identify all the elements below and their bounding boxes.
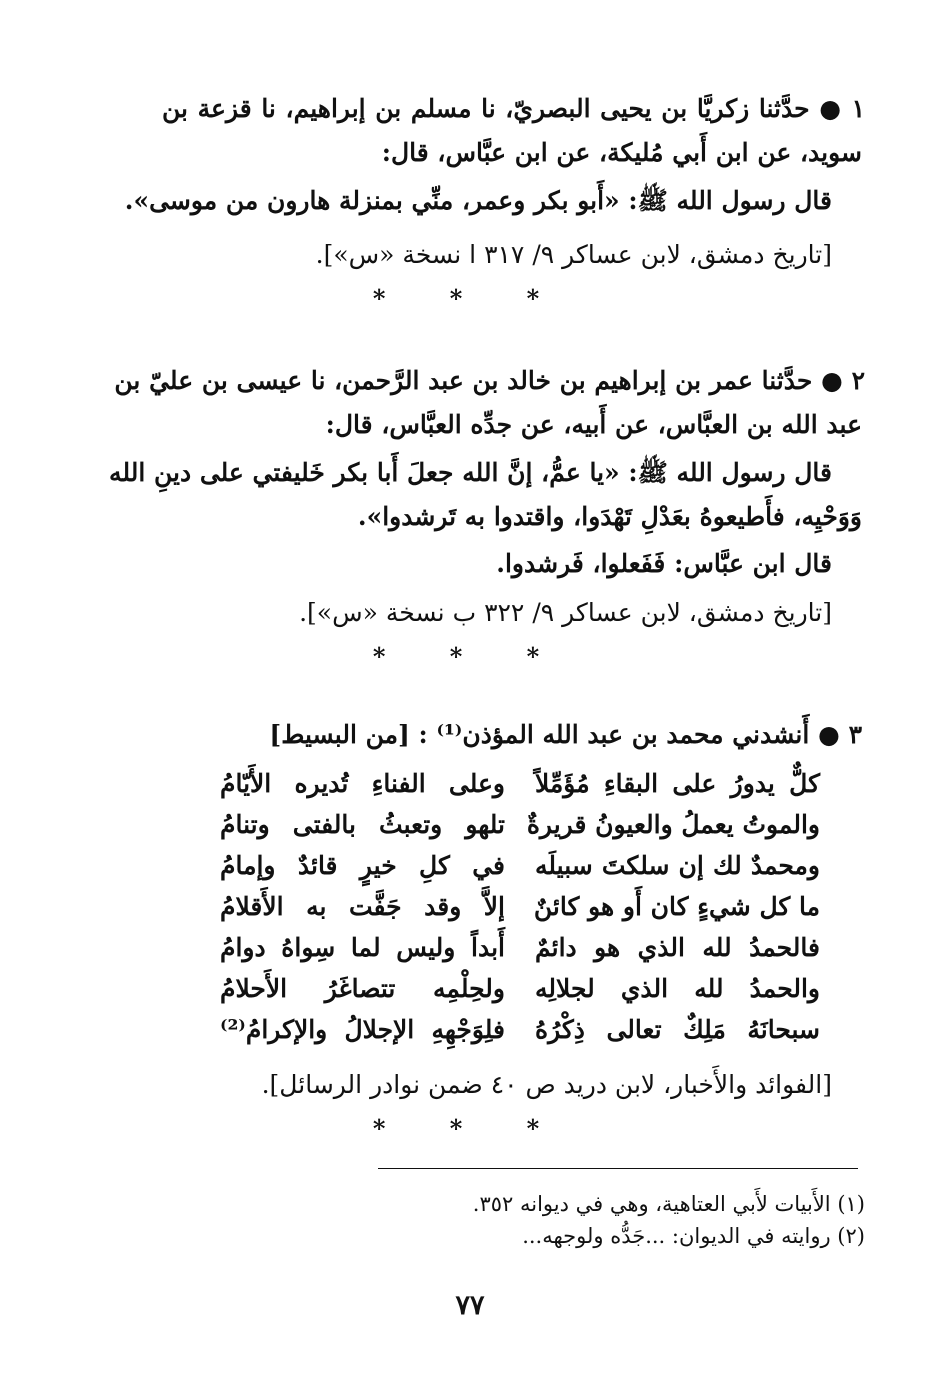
entry1-isnad-line1: ١ ● حدَّثنا زكريَّا بن يحيى البصريّ، نا مسلم بن إبراهيم، نا قزعة بن — [162, 94, 866, 123]
poem-verse — [220, 805, 820, 845]
verse-second-hemistich: إلاَّ وقد جَفَّت به الأَقلامُ — [220, 892, 505, 921]
poem-verse — [220, 846, 820, 886]
section-separator-2: * * * — [372, 642, 568, 671]
poem-verse — [220, 764, 820, 804]
entry2-isnad-line2: عبد الله بن العبَّاس، عن أَبيه، عن جدِّه العبَّاس، قال: — [325, 410, 862, 439]
verse-first-hemistich: فالحمدُ لله الذي هو دائمٌ — [535, 933, 820, 962]
verse-first-hemistich: كلٌّ يدورُ على البقاءِ مُؤَمِّلاً — [535, 769, 820, 798]
page-number: ٧٧ — [455, 1290, 485, 1321]
entry2-ibn-abbas-remark: قال ابن عبَّاس: فَفَعلوا، فَرشدوا. — [496, 549, 832, 578]
section-separator-3: * * * — [372, 1114, 568, 1143]
section-separator-1: * * * — [372, 284, 568, 313]
poem-verse — [220, 1010, 820, 1050]
verse-second-hemistich: وعلى الفناءِ تُديره الأَيّامُ — [220, 769, 505, 798]
entry2-isnad-line1: ٢ ● حدَّثنا عمر بن إبراهيم بن خالد بن عبد الرَّحمن، نا عيسى بن عليّ بن — [114, 366, 865, 395]
footnote-divider — [378, 1168, 858, 1169]
entry2-source-citation: [تاريخ دمشق، لابن عساكر ٩/ ٣٢٢ ب نسخة «س»]. — [299, 598, 832, 627]
entry2-hadith-line1: قال رسول الله ﷺ: «يا عمُّ، إنَّ الله جعلَ أَبا بكر خَليفتي على دينِ الله — [109, 458, 832, 487]
poem-verse — [220, 887, 820, 927]
entry1-isnad-line2: سويد، عن ابن أَبي مُليكة، عن ابن عبَّاس، قال: — [381, 138, 862, 167]
verse-second-hemistich: ولحِلْمِه تتصاغَرُ الأَحلامُ — [220, 974, 505, 1003]
verse-second-hemistich: أَبداً وليس لما سِواهُ دوامُ — [220, 933, 505, 962]
verse-second-hemistich: فلِوَجْهِهِ الإجلالُ والإكرامُ⁽²⁾ — [220, 1015, 505, 1044]
poem-verse — [220, 969, 820, 1009]
verse-first-hemistich: سبحانَهُ مَلِكٌ تعالى ذِكْرُهُ — [535, 1015, 820, 1044]
footnote-2: (٢) روايته في الديوان: ...جَدُّه ولوجهه... — [522, 1224, 865, 1248]
verse-second-hemistich: في كلِ خيرٍ قائدٌ وإمامُ — [220, 851, 505, 880]
verse-first-hemistich: والحمدُ لله الذي لجلالِه — [535, 974, 820, 1003]
entry2-hadith-line2: وَوَحْيِه، فأَطيعوهُ بعَدْلِ تَهْدَوا، واقتدوا به تَرشدوا». — [357, 502, 862, 531]
entry1-hadith-text: قال رسول الله ﷺ: «أَبو بكر وعمر، منِّي بمنزلة هارون من موسى». — [124, 186, 832, 215]
verse-first-hemistich: ومحمدٌ لك إن سلكتَ سبيلَه — [535, 851, 820, 880]
footnote-1: (١) الأَبيات لأَبي العتاهية، وهي في ديوانه ٣٥٢. — [472, 1192, 865, 1216]
verse-first-hemistich: والموتُ يعملُ والعيونُ قريرةٌ — [526, 810, 820, 839]
verse-first-hemistich: ما كل شيءٍ كان أَو هو كائنٌ — [533, 892, 820, 921]
entry1-source-citation: [تاريخ دمشق، لابن عساكر ٩/ ٣١٧ ا نسخة «س»]. — [315, 240, 832, 269]
entry3-source-citation: [الفوائد والأَخبار، لابن دريد ص ٤٠ ضمن نوادر الرسائل]. — [261, 1070, 832, 1099]
verse-second-hemistich: تلهو وتعبثُ بالفتى وتنامُ — [220, 810, 505, 839]
poem-verse — [220, 928, 820, 968]
entry3-heading: ٣ ● أَنشدني محمد بن عبد الله المؤذن⁽¹⁾ : [من البسيط] — [269, 720, 862, 749]
